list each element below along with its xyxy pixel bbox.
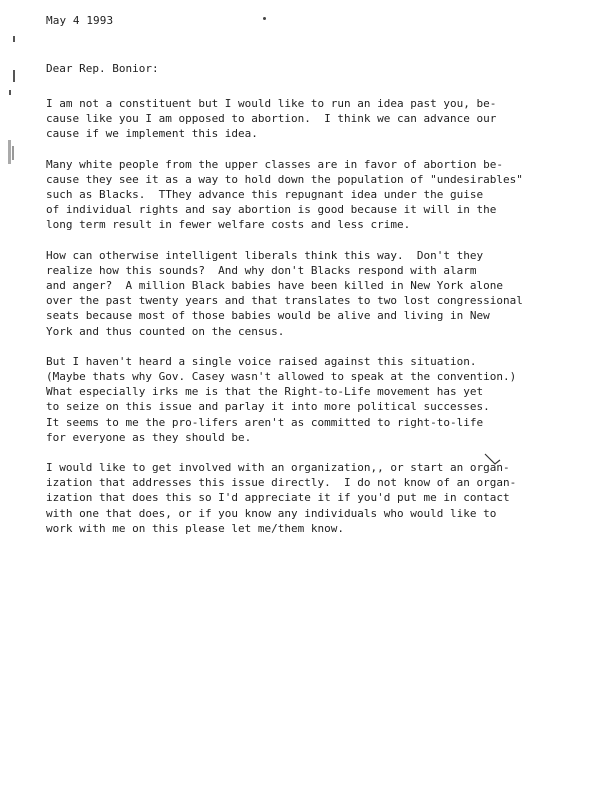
letter-date: May 4 1993 xyxy=(46,14,114,27)
paragraph xyxy=(46,96,586,142)
text-line: with one that does, or if you know any individuals who would like to xyxy=(46,506,497,520)
text-line: It seems to me the pro-lifers aren't as committed to right-to-life xyxy=(46,415,484,429)
text-line: for everyone as they should be. xyxy=(46,430,252,444)
paragraph xyxy=(46,354,586,445)
text-line: But I haven't heard a single voice raised against this situation. xyxy=(46,354,477,368)
text-line: cause they see it as a way to hold down the population of "undesirables" xyxy=(46,172,523,186)
text-line: of individual rights and say abortion is good because it will in the xyxy=(46,203,497,217)
text-line: over the past twenty years and that translates to two lost congressional xyxy=(46,294,523,308)
paragraph xyxy=(46,460,586,536)
text-line: seats because most of those babies would be alive and living in New xyxy=(46,309,490,323)
text-line: to seize on this issue and parlay it into more political successes. xyxy=(46,400,490,414)
salutation: Dear Rep. Bonior: xyxy=(46,62,159,75)
text-line: and anger? A million Black babies have been killed in New York alone xyxy=(46,279,503,293)
text-line: long term result in fewer welfare costs and less crime. xyxy=(46,218,411,232)
paragraph xyxy=(46,248,586,339)
text-line: such as Blacks. TThey advance this repugnant idea under the guise xyxy=(46,188,484,202)
text-line: How can otherwise intelligent liberals think this way. Don't they xyxy=(46,248,484,262)
letter-body xyxy=(46,96,586,551)
text-line: cause if we implement this idea. xyxy=(46,127,258,141)
text-line: I am not a constituent but I would like to run an idea past you, be- xyxy=(46,97,497,110)
text-line: work with me on this please let me/them know. xyxy=(46,521,345,535)
paragraph xyxy=(46,157,586,233)
text-line: Many white people from the upper classes are in favor of abortion be- xyxy=(46,157,503,171)
text-line: cause like you I am opposed to abortion. I think we can advance our xyxy=(46,112,497,126)
text-line: I would like to get involved with an organization,, or start an organ- xyxy=(46,461,510,475)
pen-mark xyxy=(483,452,503,472)
text-line: York and thus counted on the census. xyxy=(46,324,285,338)
speck xyxy=(263,17,266,20)
text-line: realize how this sounds? And why don't Blacks respond with alarm xyxy=(46,263,477,277)
text-line: ization that addresses this issue directly. I do not know of an organ- xyxy=(46,476,517,490)
text-line: ization that does this so I'd appreciate it if you'd put me in contact xyxy=(46,491,510,505)
text-line: (Maybe thats why Gov. Casey wasn't allowed to speak at the convention.) xyxy=(46,370,517,384)
text-line: What especially irks me is that the Right-to-Life movement has yet xyxy=(46,385,484,399)
